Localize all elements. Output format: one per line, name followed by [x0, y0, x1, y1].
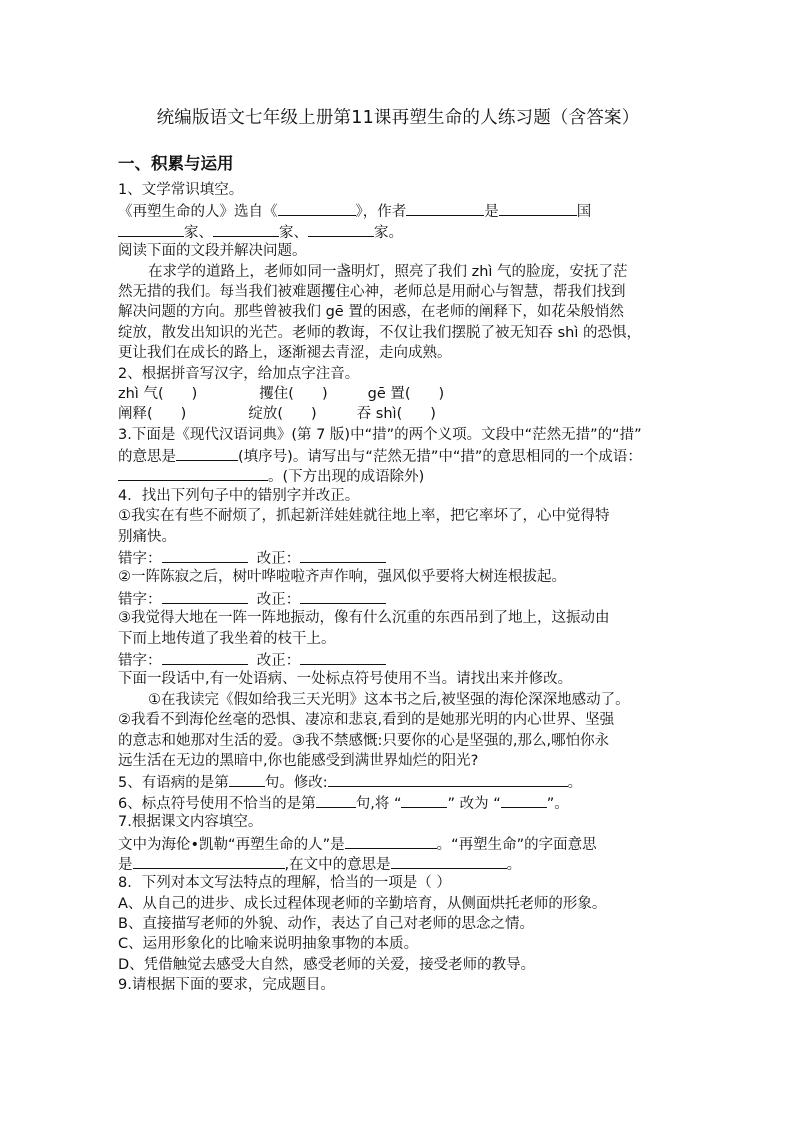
q4-sentence: ①我实在有些不耐烦了，抓起新洋娃娃就往地上率，把它率坏了，心中觉得特: [118, 508, 610, 525]
blank[interactable]: [501, 792, 547, 808]
passage-line: 更让我们在成长的路上，逐渐褪去青涩，走向成熟。: [118, 345, 452, 362]
q2-row-1: zhì 气( ) 攫住( ) gē 置( ): [118, 385, 445, 402]
reading-intro: 阅读下面的文段并解决问题。: [118, 243, 307, 260]
blank[interactable]: [300, 547, 386, 563]
q9-heading: 9.请根据下面的要求，完成题目。: [118, 977, 335, 994]
q3-line-3: 。(下方出现的成语除外): [118, 465, 678, 485]
blank[interactable]: [391, 853, 507, 869]
q8-heading: 8．下列对本文写法特点的理解，恰当的一项是（ ）: [118, 875, 451, 892]
blank[interactable]: [162, 547, 248, 563]
blank[interactable]: [345, 833, 437, 849]
q4-heading: 4．找出下列句子中的错别字并改正。: [118, 487, 360, 504]
blank[interactable]: [328, 771, 568, 787]
passage-line: 在求学的道路上，老师如同一盏明灯，照亮了我们 zhì 气的脸庞，安抚了茫: [148, 263, 628, 280]
fix-passage-line: ②我看不到海伦丝毫的恐惧、凄凉和悲哀,看到的是她那光明的内心世界、坚强: [118, 712, 615, 729]
blank[interactable]: [229, 771, 265, 787]
q1-heading: 1、文学常识填空。: [118, 182, 244, 198]
blank[interactable]: [162, 588, 248, 604]
blank[interactable]: [401, 792, 447, 808]
passage-line: 然无措的我们。每当我们被难题攫住心神，老师总是用耐心与智慧，帮我们找到: [118, 283, 626, 300]
blank[interactable]: [406, 200, 484, 216]
q8-option-d[interactable]: D、凭借触觉去感受大自然，感受老师的关爱，接受老师的教导。: [118, 956, 536, 973]
blank[interactable]: [133, 853, 285, 869]
q1-line-1: 《再塑生命的人》选自《 》，作者 是 国: [118, 200, 678, 220]
passage-line: 解决问题的方向。那些曾被我们 gē 置的困惑，在老师的阐释下，如花朵般悄然: [118, 304, 624, 321]
q7-heading: 7.根据课文内容填空。: [118, 814, 263, 831]
q4-answer-row: 错字： 改正：: [118, 547, 678, 567]
q7-line-1: 文中为海伦•凯勒“再塑生命的人”是 。“再塑生命”的字面意思: [118, 833, 678, 853]
q1-line-2: 家、 家、 家。: [118, 221, 678, 241]
q4-sentence: 下而上地传道了我坐着的枝干上。: [118, 630, 336, 647]
fix-passage-line: ①在我读完《假如给我三天光明》这本书之后,被坚强的海伦深深地感动了。: [148, 691, 630, 708]
blank[interactable]: [118, 221, 184, 237]
blank[interactable]: [316, 792, 356, 808]
q4-sentence: ③我觉得大地在一阵一阵地振动，像有什么沉重的东西吊到了地上，这振动由: [118, 610, 610, 627]
blank[interactable]: [118, 465, 268, 481]
fix-intro: 下面一段话中,有一处语病、一处标点符号使用不当。请找出来并修改。: [118, 671, 573, 688]
q4-answer-row: 错字： 改正：: [118, 649, 678, 669]
q4-sentence: 别痛快。: [118, 528, 176, 545]
passage-line: 绽放，散发出知识的光芒。老师的教诲，不仅让我们摆脱了被无知吞 shì 的恐惧，: [118, 324, 641, 341]
blank[interactable]: [308, 221, 374, 237]
blank[interactable]: [300, 588, 386, 604]
document-body: [118, 180, 678, 996]
q6-line: 6、标点符号使用不恰当的是第 句,将 “ ” 改为 “ ”。: [118, 792, 678, 812]
q4-answer-row: 错字： 改正：: [118, 588, 678, 608]
blank[interactable]: [499, 200, 577, 216]
blank[interactable]: [213, 221, 279, 237]
q7-line-2: 是 ,在文中的意思是 。: [118, 853, 678, 873]
q5-line: 5、有语病的是第 句。修改: 。: [118, 771, 678, 791]
q8-option-b[interactable]: B、直接描写老师的外貌、动作，表达了自己对老师的思念之情。: [118, 916, 534, 933]
document-title: 统编版语文七年级上册第11课再塑生命的人练习题（含答案）: [156, 108, 640, 128]
q4-sentence: ②一阵陈寂之后，树叶哗啦啦齐声作响，强风似乎要将大树连根拔起。: [118, 569, 566, 586]
q2-heading: 2、根据拼音写汉字，给加点字注音。: [118, 365, 360, 382]
fix-passage-line: 远生活在无边的黑暗中,你也能感受到满世界灿烂的阳光?: [118, 752, 479, 769]
fix-passage-line: 的意志和她那对生活的爱。③我不禁感慨:只要你的心是坚强的,那么,哪怕你永: [118, 732, 610, 749]
q3-line-1: 3.下面是《现代汉语词典》(第 7 版)中“措”的两个义项。文段中“茫然无措”的“措”: [118, 426, 642, 443]
q8-option-a[interactable]: A、从自己的进步、成长过程体现老师的辛勤培育，从侧面烘托老师的形象。: [118, 895, 607, 912]
blank[interactable]: [162, 649, 248, 665]
blank[interactable]: [176, 445, 238, 461]
blank[interactable]: [278, 200, 356, 216]
blank[interactable]: [300, 649, 386, 665]
q8-option-c[interactable]: C、运用形象化的比喻来说明抽象事物的本质。: [118, 936, 419, 953]
q2-row-2: 阐释( ) 绽放( ) 吞 shì( ): [118, 406, 436, 423]
q3-line-2: 的意思是 (填序号)。请写出与“茫然无措”中“措”的意思相同的一个成语：: [118, 445, 678, 465]
section-heading: 一、积累与运用: [118, 154, 234, 173]
